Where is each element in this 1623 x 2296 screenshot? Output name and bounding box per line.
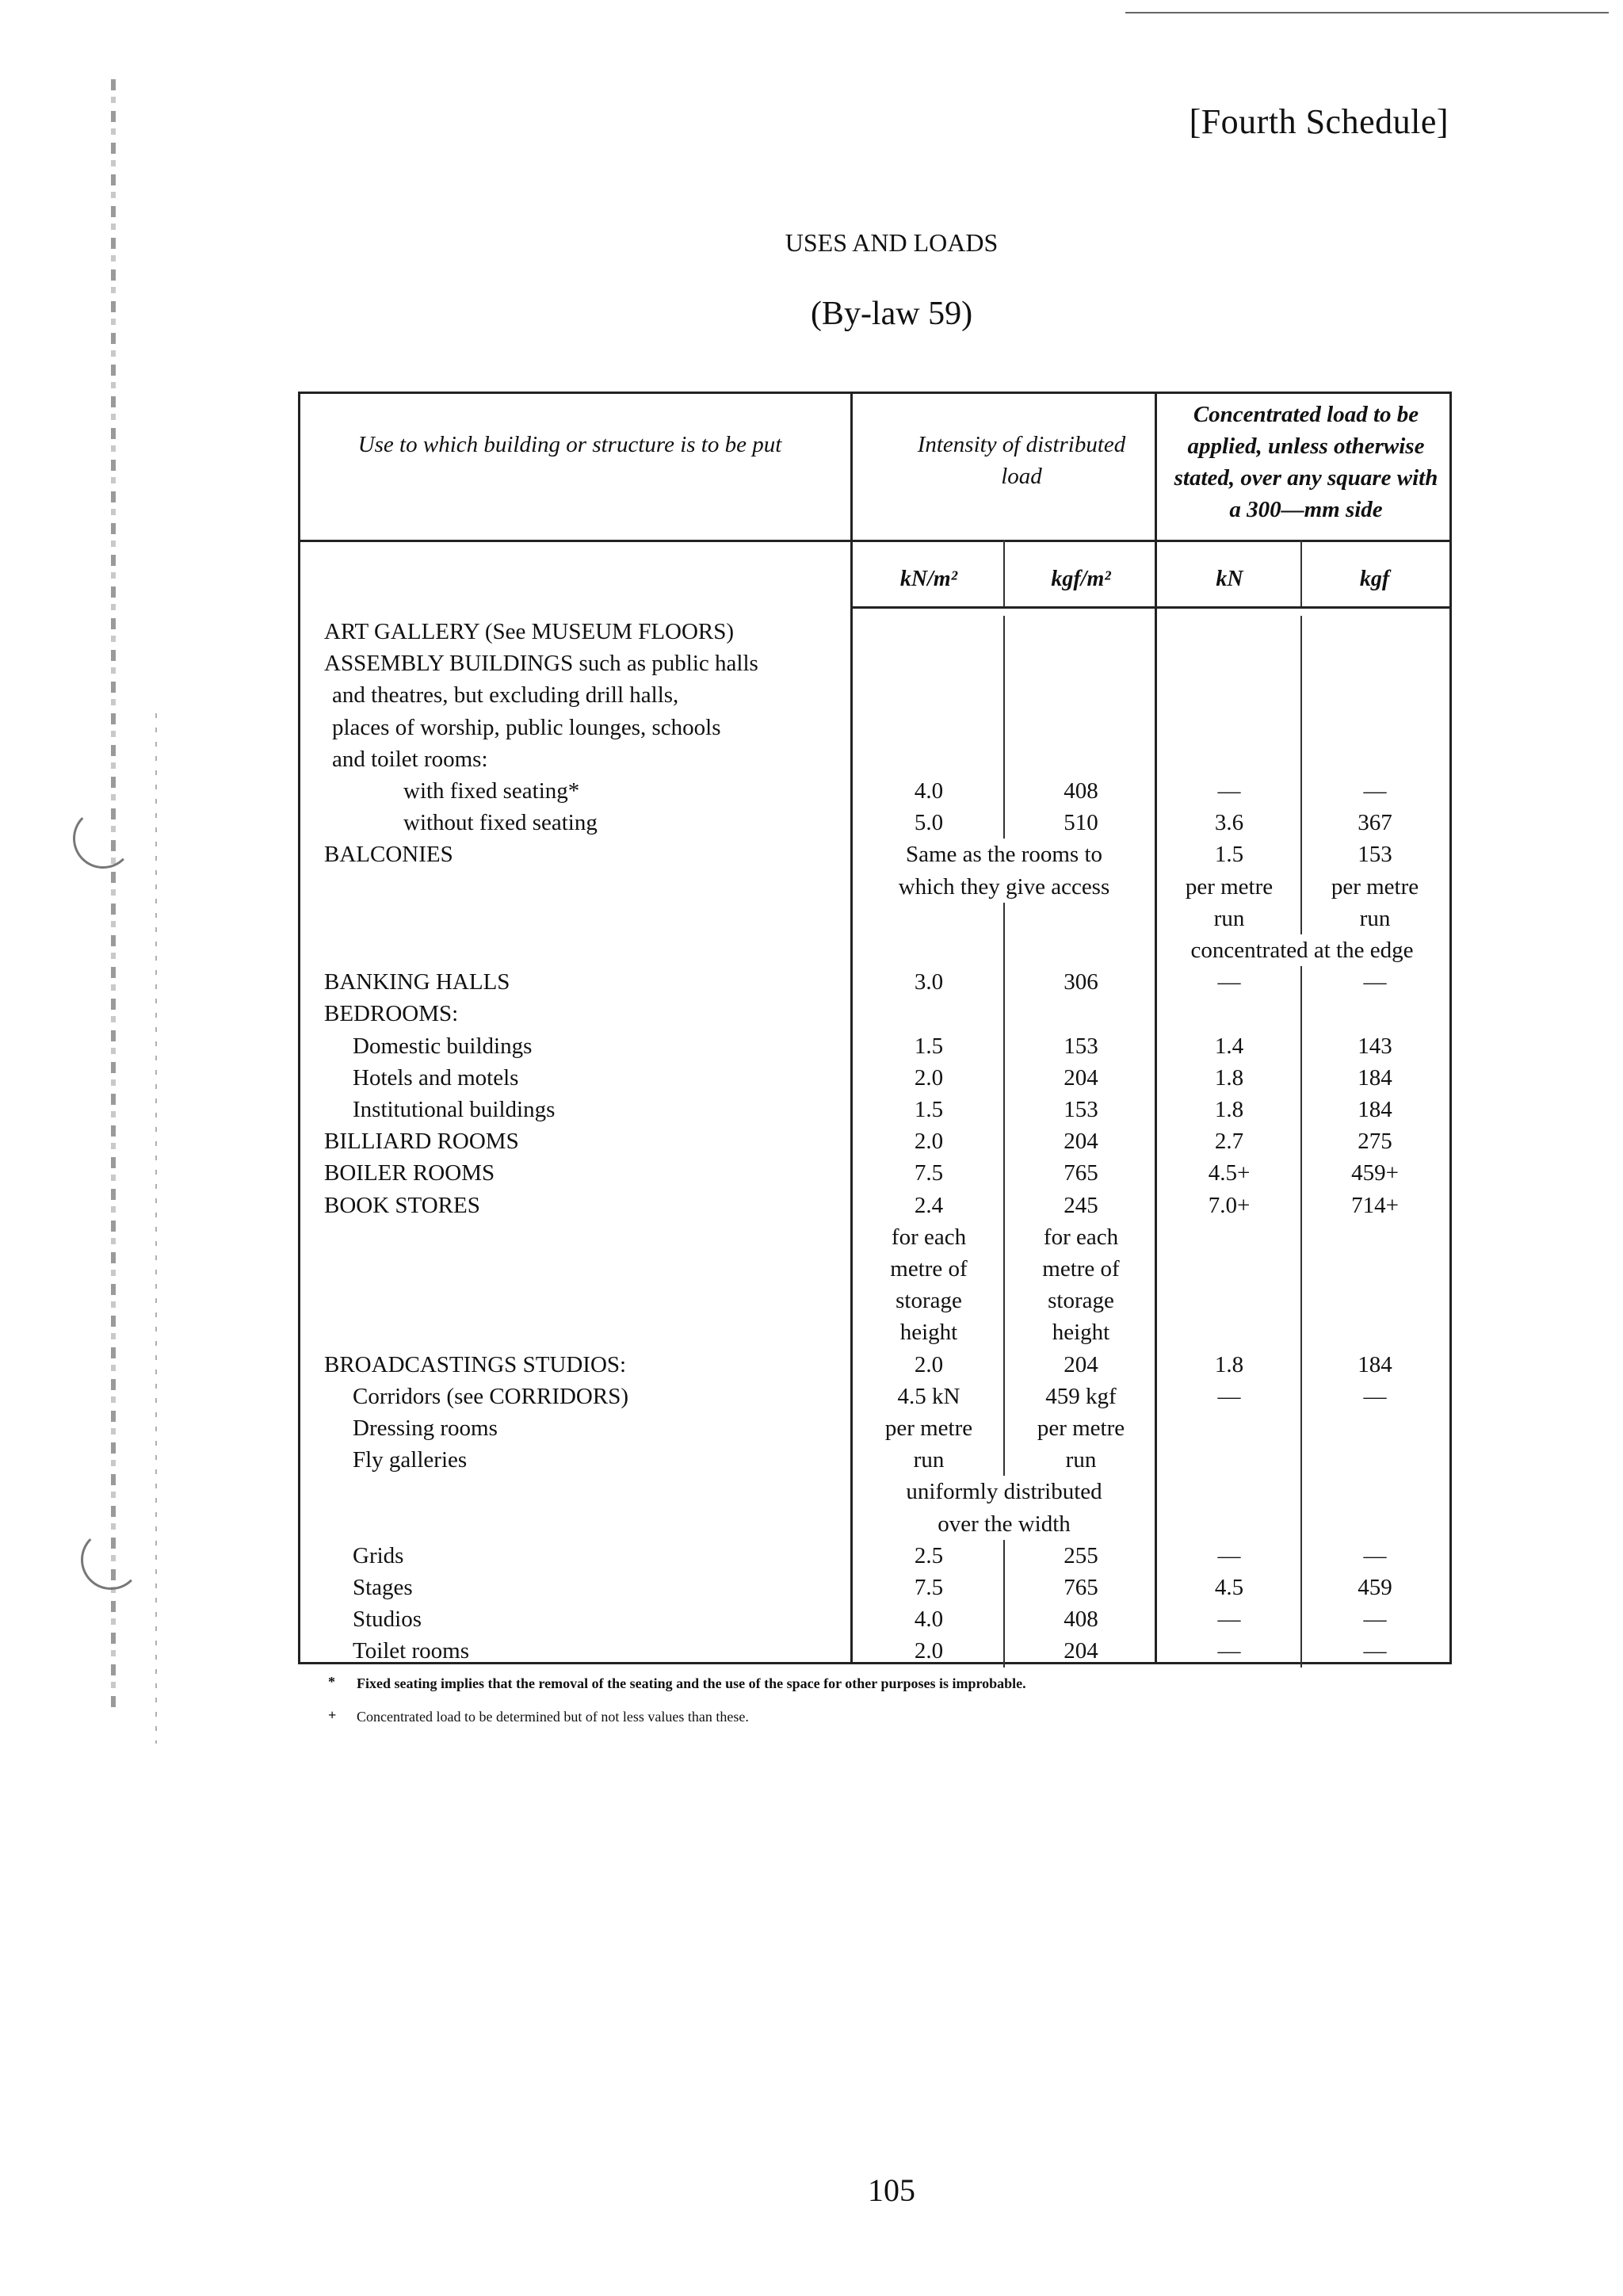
row-label: Stages <box>353 1575 413 1600</box>
row-value: 1.4 <box>1214 1033 1244 1059</box>
col-divider-use <box>850 394 853 1662</box>
loads-table <box>298 392 1452 1664</box>
row-value: 7.5 <box>914 1575 944 1600</box>
row-value: per metre <box>1185 873 1274 900</box>
row-value: — <box>1217 1542 1241 1568</box>
row-value: — <box>1217 778 1241 804</box>
row-value: 153 <box>1358 842 1392 868</box>
row-value: — <box>1217 1383 1241 1409</box>
header-intensity: Intensity of distributed load <box>917 432 1126 489</box>
row-value: — <box>1217 1638 1241 1664</box>
punch-hole <box>73 808 133 869</box>
page-subtitle: (By-law 59) <box>810 296 973 332</box>
row-value: 714+ <box>1351 1192 1399 1218</box>
row-value: 245 <box>1064 1192 1098 1218</box>
row-value: 2.0 <box>914 1064 944 1091</box>
row-value: 204 <box>1064 1638 1098 1664</box>
row-value: metre of <box>1042 1256 1120 1282</box>
col-divider-body <box>1003 616 1005 839</box>
punch-hole <box>81 1530 141 1590</box>
row-value: run <box>1359 905 1391 931</box>
footnote-plus-mark: + <box>328 1707 337 1723</box>
row-value: 153 <box>1064 1033 1098 1059</box>
spanning-note: Same as the rooms to <box>905 842 1103 868</box>
row-value: height <box>1052 1320 1110 1346</box>
col-divider-body <box>1003 1540 1005 1668</box>
row-value: 4.0 <box>914 1606 944 1633</box>
col-divider-intensity-units <box>1003 540 1005 606</box>
row-value: for each <box>891 1224 967 1250</box>
row-value: 204 <box>1064 1064 1098 1091</box>
row-value: 2.5 <box>914 1542 944 1568</box>
footnote-plus: Concentrated load to be determined but of not less values than these. <box>357 1709 749 1725</box>
row-value: 2.4 <box>914 1192 944 1218</box>
row-label: Corridors (see CORRIDORS) <box>353 1383 628 1409</box>
binding-dots <box>155 713 157 1744</box>
row-value: — <box>1363 1383 1387 1409</box>
row-label: BANKING HALLS <box>324 969 510 995</box>
row-value: metre of <box>890 1256 968 1282</box>
row-label: Domestic buildings <box>353 1033 533 1059</box>
row-value: 408 <box>1064 1606 1098 1633</box>
top-rule <box>1125 12 1609 13</box>
row-value: 153 <box>1064 1097 1098 1122</box>
row-value: — <box>1217 969 1241 995</box>
row-value: 275 <box>1358 1129 1392 1155</box>
row-value: 1.8 <box>1214 1351 1244 1377</box>
row-value: 4.5 <box>1214 1575 1244 1600</box>
col-divider-body <box>1300 966 1302 1667</box>
row-value: 367 <box>1358 810 1392 836</box>
row-value: 255 <box>1064 1542 1098 1568</box>
header-use: Use to which building or structure is to be put <box>357 432 782 457</box>
row-value: 184 <box>1358 1097 1392 1122</box>
row-value: 1.8 <box>1214 1097 1244 1122</box>
row-value: 408 <box>1064 778 1098 804</box>
row-value: — <box>1217 1606 1241 1633</box>
footnote-star: Fixed seating implies that the removal of the seating and the use of the space for other purposes is improbable. <box>357 1675 1026 1691</box>
unit-kgf-m2: kgf/m² <box>1051 567 1111 591</box>
header-concentrated: Concentrated load to be applied, unless otherwise stated, over any square with a 300—mm side <box>1174 402 1438 522</box>
row-value: storage <box>1048 1288 1114 1314</box>
row-label: BEDROOMS: <box>324 1001 459 1027</box>
unit-kn: kN <box>1216 567 1243 591</box>
row-label: with fixed seating* <box>403 778 580 804</box>
row-value: 306 <box>1064 969 1098 995</box>
row-value: 765 <box>1064 1575 1098 1600</box>
row-label: BILLIARD ROOMS <box>324 1129 519 1155</box>
row-value: run <box>1065 1447 1097 1473</box>
footnote-star-mark: * <box>328 1674 335 1690</box>
row-value: 459 <box>1358 1575 1392 1600</box>
spanning-note: uniformly distributed <box>906 1479 1102 1505</box>
spanning-note: concentrated at the edge <box>1190 938 1414 963</box>
row-label: BALCONIES <box>324 842 453 868</box>
col-divider-body <box>1003 903 1005 1477</box>
row-value: — <box>1363 1638 1387 1664</box>
row-label: and toilet rooms: <box>332 746 488 772</box>
row-value: per metre <box>1331 873 1419 900</box>
col-divider-concentrated-units <box>1300 540 1302 606</box>
row-label: Dressing rooms <box>353 1415 498 1441</box>
row-value: 143 <box>1358 1033 1392 1059</box>
row-label: ASSEMBLY BUILDINGS such as public halls <box>324 651 758 677</box>
row-label: and theatres, but excluding drill halls, <box>332 682 679 709</box>
row-label: Fly galleries <box>353 1447 468 1473</box>
row-value: for each <box>1043 1224 1119 1250</box>
unit-kgf: kgf <box>1359 567 1390 591</box>
row-value: 459 kgf <box>1045 1383 1117 1409</box>
row-label: Grids <box>353 1542 404 1568</box>
unit-kn-m2: kN/m² <box>899 567 958 591</box>
row-label: Studios <box>353 1606 422 1633</box>
row-value: 1.5 <box>914 1097 944 1122</box>
row-value: 459+ <box>1351 1160 1399 1186</box>
row-value: run <box>913 1447 945 1473</box>
page-number: 105 <box>868 2172 915 2208</box>
row-value: 2.0 <box>914 1129 944 1155</box>
row-value: height <box>899 1320 958 1346</box>
row-value: per metre <box>884 1415 973 1441</box>
row-value: 4.0 <box>914 778 944 804</box>
row-value: 3.0 <box>914 969 944 995</box>
row-value: — <box>1363 1606 1387 1633</box>
row-label: ART GALLERY (See MUSEUM FLOORS) <box>324 619 735 644</box>
row-value: — <box>1363 969 1387 995</box>
row-value: storage <box>896 1288 962 1314</box>
row-value: 184 <box>1358 1351 1392 1377</box>
row-value: 2.7 <box>1214 1129 1244 1155</box>
row-value: 5.0 <box>914 810 944 836</box>
row-label: places of worship, public lounges, schools <box>332 714 721 740</box>
row-value: — <box>1363 778 1387 804</box>
col-divider-body <box>1300 616 1302 934</box>
row-label: Institutional buildings <box>353 1097 556 1122</box>
row-label: Hotels and motels <box>353 1064 519 1091</box>
row-value: 204 <box>1064 1129 1098 1155</box>
row-value: 2.0 <box>914 1351 944 1377</box>
row-value: 2.0 <box>914 1638 944 1664</box>
row-label: Toilet rooms <box>353 1638 469 1664</box>
row-value: 4.5+ <box>1208 1160 1251 1186</box>
row-value: 510 <box>1064 810 1098 836</box>
row-label: without fixed seating <box>403 810 598 836</box>
spanning-note: which they give access <box>898 873 1110 900</box>
row-value: 3.6 <box>1214 810 1244 836</box>
row-label: BROADCASTINGS STUDIOS: <box>324 1351 627 1377</box>
row-value: 1.8 <box>1214 1064 1244 1091</box>
row-value: 184 <box>1358 1064 1392 1091</box>
unit-divider <box>853 606 1449 609</box>
row-value: 4.5 kN <box>897 1383 960 1409</box>
header-divider <box>300 540 1449 542</box>
row-label: BOILER ROOMS <box>324 1160 495 1186</box>
row-value: 1.5 <box>914 1033 944 1059</box>
row-value: run <box>1213 905 1245 931</box>
row-label: BOOK STORES <box>324 1192 480 1218</box>
row-value: 765 <box>1064 1160 1098 1186</box>
row-value: 204 <box>1064 1351 1098 1377</box>
row-value: — <box>1363 1542 1387 1568</box>
schedule-header: [Fourth Schedule] <box>1189 102 1449 141</box>
row-value: per metre <box>1037 1415 1125 1441</box>
row-value: 7.5 <box>914 1160 944 1186</box>
spanning-note: over the width <box>938 1511 1071 1537</box>
row-value: 7.0+ <box>1208 1192 1251 1218</box>
row-value: 1.5 <box>1214 842 1244 868</box>
page-title: USES AND LOADS <box>785 228 999 257</box>
